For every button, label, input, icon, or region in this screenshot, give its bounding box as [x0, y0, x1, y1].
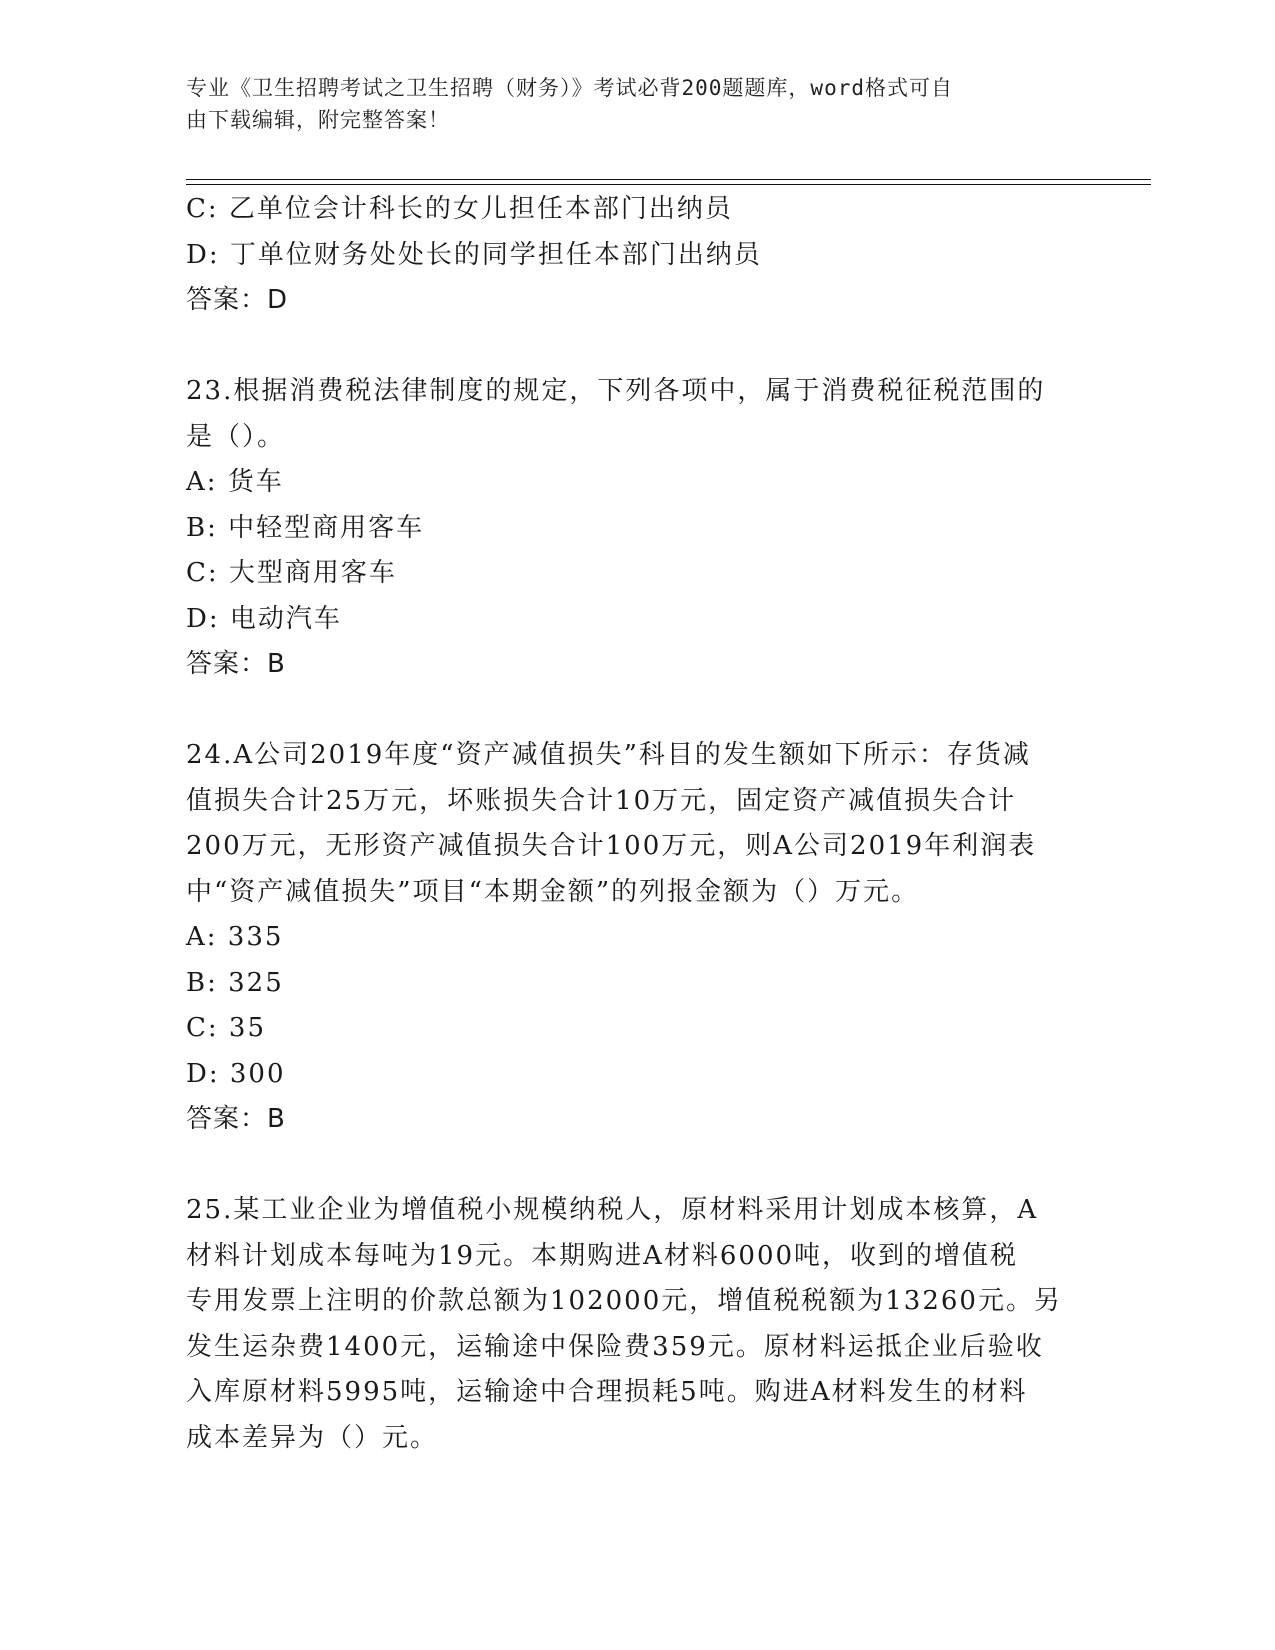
question-text-line: 入库原材料5995吨，运输途中合理损耗5吨。购进A材料发生的材料 — [186, 1377, 1028, 1407]
question-text-line: 25.某工业企业为增值税小规模纳税人，原材料采用计划成本核算，A — [186, 1195, 1039, 1225]
question-24 — [186, 733, 1066, 1143]
question-text-line: 24.A公司2019年度“资产减值损失”科目的发生额如下所示：存货减 — [186, 740, 1031, 770]
header-line-2: 由下载编辑，附完整答案！ — [186, 108, 450, 132]
option-a: A: 335 — [186, 922, 284, 952]
header-rule-bottom — [186, 184, 1151, 185]
document-header — [186, 72, 1066, 136]
question-text-line: 材料计划成本每吨为19元。本期购进A材料6000吨，收到的增值税 — [186, 1240, 1019, 1271]
answer: 答案：B — [186, 1104, 286, 1134]
answer: 答案：B — [186, 649, 286, 679]
option-c: C: 乙单位会计科长的女儿担任本部门出纳员 — [186, 194, 733, 224]
option-b: B: 325 — [186, 967, 284, 998]
option-d: D: 300 — [186, 1058, 286, 1089]
question-text-line: 值损失合计25万元，坏账损失合计10万元，固定资产减值损失合计 — [186, 785, 1017, 816]
option-c: C: 35 — [186, 1013, 267, 1043]
question-text-line: 200万元，无形资产减值损失合计100万元，则A公司2019年利润表 — [186, 831, 1037, 861]
carryover-question — [186, 187, 1066, 324]
document-body — [186, 187, 1066, 1461]
header-line-1: 专业《卫生招聘考试之卫生招聘（财务）》考试必背200题题库，word格式可自 — [186, 76, 953, 100]
option-d: D: 电动汽车 — [186, 603, 342, 634]
answer: 答案：D — [186, 285, 289, 315]
question-text-line: 成本差异为（）元。 — [186, 1422, 439, 1453]
question-text-line: 中“资产减值损失”项目“本期金额”的列报金额为（）万元。 — [186, 876, 920, 907]
question-text-line: 发生运杂费1400元，运输途中保险费359元。原材料运抵企业后验收 — [186, 1331, 1044, 1362]
option-c: C: 大型商用客车 — [186, 558, 397, 588]
question-25 — [186, 1188, 1066, 1461]
header-rule-top — [186, 179, 1151, 180]
question-text-line: 23.根据消费税法律制度的规定，下列各项中，属于消费税征税范围的 — [186, 376, 1046, 406]
question-23 — [186, 369, 1066, 688]
option-a: A: 货车 — [186, 467, 284, 497]
option-b: B: 中轻型商用客车 — [186, 512, 425, 543]
question-text-line: 是（）。 — [186, 421, 286, 452]
option-d: D: 丁单位财务处处长的同学担任本部门出纳员 — [186, 239, 762, 270]
question-text-line: 专用发票上注明的价款总额为102000元，增值税税额为13260元。另 — [186, 1286, 1062, 1316]
